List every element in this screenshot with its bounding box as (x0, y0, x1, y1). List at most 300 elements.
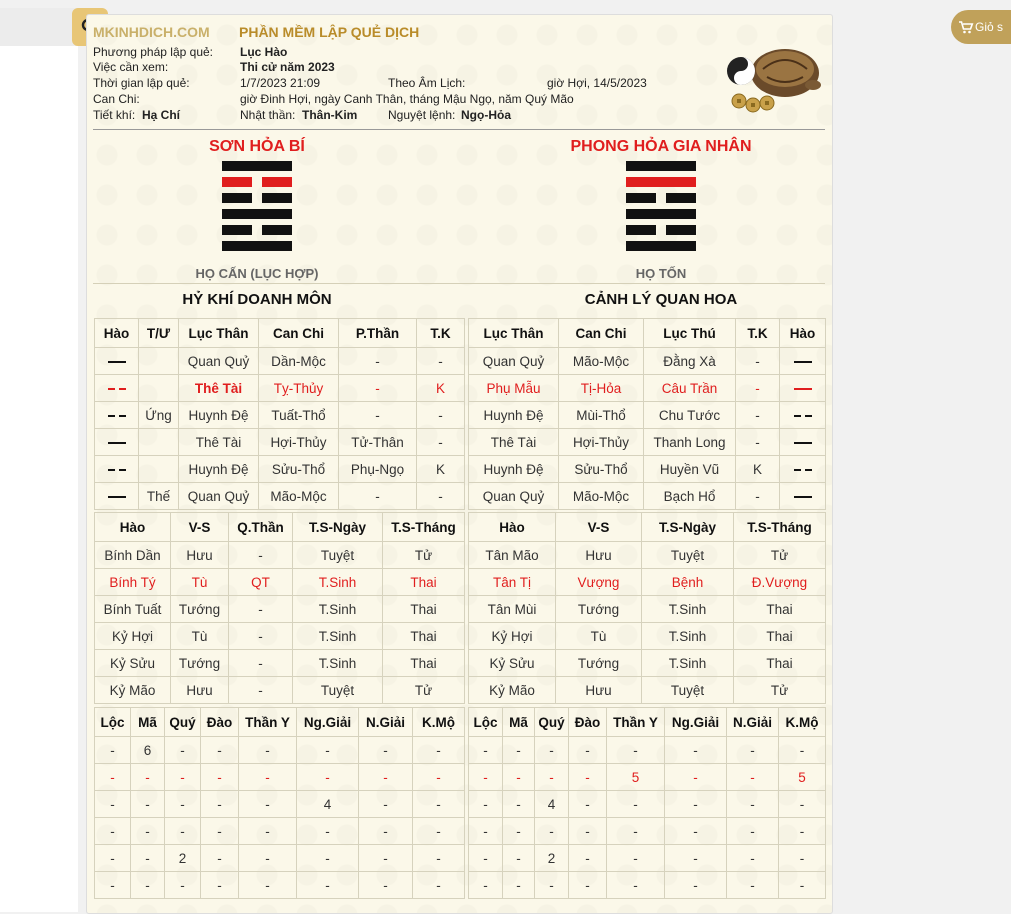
table-cell: Thai (383, 569, 465, 596)
table-cell: - (413, 872, 465, 899)
column-header: Mã (503, 708, 535, 737)
table-cell: Bệnh (642, 569, 734, 596)
table-row (469, 569, 826, 596)
table-cell: - (503, 872, 535, 899)
column-header: T.S-Tháng (734, 513, 826, 542)
table-cell: - (239, 791, 297, 818)
table-cell: Kỷ Mão (95, 677, 171, 704)
table-header-row (95, 319, 465, 348)
hao-line-cell (780, 375, 826, 402)
table-cell: - (569, 872, 607, 899)
table-cell: Mùi-Thổ (559, 402, 644, 429)
table-cell: Vượng (556, 569, 642, 596)
table-cell: - (665, 818, 727, 845)
table-cell: - (201, 791, 239, 818)
table-cell: - (297, 845, 359, 872)
right-status-table (468, 512, 826, 704)
table-cell: - (413, 845, 465, 872)
table-cell: - (607, 791, 665, 818)
left-interpretation-title: HỶ KHÍ DOANH MÔN (182, 291, 332, 308)
yin-line (222, 177, 292, 187)
table-cell: 4 (297, 791, 359, 818)
table-cell: - (165, 764, 201, 791)
table-cell: - (727, 872, 779, 899)
column-header: Lục Thân (469, 319, 559, 348)
table-cell: Bính Tuất (95, 596, 171, 623)
table-cell: Tướng (171, 650, 229, 677)
table-cell: - (131, 818, 165, 845)
right-hexagram-figure (626, 161, 696, 257)
table-cell: Hợi-Thủy (559, 429, 644, 456)
table-row (95, 677, 465, 704)
table-cell: Tuyệt (293, 542, 383, 569)
table-cell: Huynh Đệ (469, 456, 559, 483)
yang-line-icon (794, 496, 812, 499)
column-header: Can Chi (259, 319, 339, 348)
table-cell: - (469, 872, 503, 899)
table-cell: Tuyệt (642, 677, 734, 704)
table-cell: Tù (171, 623, 229, 650)
table-header-row (95, 708, 465, 737)
table-cell: - (339, 348, 417, 375)
table-row (95, 429, 465, 456)
table-cell: - (339, 483, 417, 510)
hexagram-panel (86, 14, 833, 914)
table-cell: T.Sinh (642, 623, 734, 650)
table-cell: - (727, 737, 779, 764)
table-cell: - (95, 764, 131, 791)
table-cell: - (607, 845, 665, 872)
nguyetlenh-value: Ngọ-Hỏa (461, 108, 511, 122)
yang-line (626, 161, 696, 171)
table-cell: - (535, 764, 569, 791)
yang-line-icon (108, 496, 126, 499)
right-stars-table (468, 707, 826, 899)
table-cell: - (417, 348, 465, 375)
table-cell: - (779, 818, 826, 845)
table-cell: Thai (383, 650, 465, 677)
hao-line-cell (95, 375, 139, 402)
table-cell: Tân Tị (469, 569, 556, 596)
yin-line (222, 225, 292, 235)
yang-line (626, 241, 696, 251)
column-header: T.S-Ngày (293, 513, 383, 542)
table-row (469, 791, 826, 818)
table-cell: Thê Tài (179, 375, 259, 402)
table-cell: Kỷ Sửu (469, 650, 556, 677)
table-cell: Ứng (139, 402, 179, 429)
table-cell: - (359, 818, 413, 845)
table-cell: Tân Mão (469, 542, 556, 569)
table-row (469, 348, 826, 375)
table-cell: Tuyệt (293, 677, 383, 704)
column-header: Thần Y (239, 708, 297, 737)
table-cell: - (229, 596, 293, 623)
table-row (469, 542, 826, 569)
tietkhi-label: Tiết khí: (93, 108, 136, 122)
column-header: Hào (780, 319, 826, 348)
table-cell (139, 429, 179, 456)
table-cell: - (503, 845, 535, 872)
yang-line-icon (794, 388, 812, 391)
table-cell: - (95, 845, 131, 872)
column-header: Đào (569, 708, 607, 737)
table-cell: - (359, 737, 413, 764)
table-cell: - (417, 429, 465, 456)
table-cell: Tử-Thân (339, 429, 417, 456)
table-cell: Tử (383, 542, 465, 569)
table-cell: Quan Quỷ (469, 483, 559, 510)
table-cell: - (95, 737, 131, 764)
table-cell: - (413, 737, 465, 764)
yin-line (222, 193, 292, 203)
table-cell: Tị-Hỏa (559, 375, 644, 402)
table-cell: T.Sinh (642, 596, 734, 623)
yang-line-icon (794, 442, 812, 445)
table-cell: - (239, 845, 297, 872)
time-label: Thời gian lập quẻ: (93, 76, 190, 90)
table-cell (139, 348, 179, 375)
canchi-value: giờ Đinh Hợi, ngày Canh Thân, tháng Mậu Ngọ, năm Quý Mão (240, 92, 574, 106)
table-cell: - (503, 764, 535, 791)
table-row (469, 402, 826, 429)
table-cell: K (736, 456, 780, 483)
table-cell: Câu Trần (644, 375, 736, 402)
yin-line (626, 225, 696, 235)
table-row (469, 375, 826, 402)
yin-line-icon (794, 415, 812, 418)
table-cell: - (95, 791, 131, 818)
table-cell: Sửu-Thổ (559, 456, 644, 483)
table-cell: Tỵ-Thủy (259, 375, 339, 402)
table-cell: - (569, 764, 607, 791)
purpose-value: Thi cử năm 2023 (240, 60, 335, 74)
table-cell: - (469, 737, 503, 764)
table-row (469, 737, 826, 764)
table-cell: - (503, 791, 535, 818)
table-cell: - (201, 818, 239, 845)
table-row (469, 623, 826, 650)
table-cell: Tuyệt (642, 542, 734, 569)
column-header: N.Giải (727, 708, 779, 737)
yang-line (222, 161, 292, 171)
table-row (469, 650, 826, 677)
column-header: N.Giải (359, 708, 413, 737)
table-cell: - (165, 872, 201, 899)
table-cell: Đ.Vượng (734, 569, 826, 596)
table-cell: - (736, 429, 780, 456)
table-cell: Tử (734, 677, 826, 704)
method-value: Lục Hào (240, 45, 288, 59)
table-row (469, 456, 826, 483)
table-cell: - (339, 375, 417, 402)
table-cell: - (413, 791, 465, 818)
turtle-yinyang-logo-icon (723, 41, 823, 116)
table-cell: K (417, 456, 465, 483)
table-cell: Tử (734, 542, 826, 569)
column-header: Đào (201, 708, 239, 737)
table-cell: - (297, 872, 359, 899)
table-row (469, 596, 826, 623)
table-cell: - (736, 483, 780, 510)
table-cell: - (779, 791, 826, 818)
table-cell: Hưu (171, 677, 229, 704)
table-cell: 6 (131, 737, 165, 764)
column-header: Lục Thân (179, 319, 259, 348)
table-cell: - (297, 818, 359, 845)
yin-line-icon (108, 415, 126, 418)
table-cell: - (229, 623, 293, 650)
table-cell: - (131, 845, 165, 872)
table-cell: Chu Tước (644, 402, 736, 429)
hao-line-cell (95, 429, 139, 456)
hao-line-cell (95, 483, 139, 510)
table-cell: - (736, 375, 780, 402)
table-cell: Hợi-Thủy (259, 429, 339, 456)
table-cell: - (239, 872, 297, 899)
table-cell: - (359, 791, 413, 818)
table-row (469, 429, 826, 456)
column-header: Q.Thần (229, 513, 293, 542)
table-cell: - (779, 872, 826, 899)
table-cell: Hưu (556, 677, 642, 704)
yin-line-icon (108, 388, 126, 391)
right-hexagram-name: PHONG HỎA GIA NHÂN (570, 138, 752, 155)
hao-line-cell (95, 402, 139, 429)
table-cell: Tướng (171, 596, 229, 623)
hao-line-cell (780, 348, 826, 375)
table-cell: - (165, 737, 201, 764)
table-row (95, 737, 465, 764)
table-row (95, 764, 465, 791)
table-cell: - (229, 542, 293, 569)
table-cell: - (413, 764, 465, 791)
yang-line (222, 241, 292, 251)
table-cell: Thê Tài (469, 429, 559, 456)
table-cell: - (503, 737, 535, 764)
table-cell: - (165, 791, 201, 818)
column-header: V-S (556, 513, 642, 542)
table-cell: Kỷ Hợi (469, 623, 556, 650)
yin-line-icon (108, 469, 126, 472)
table-cell: Thai (734, 596, 826, 623)
table-cell: - (201, 845, 239, 872)
hao-line-cell (95, 456, 139, 483)
table-cell: - (469, 791, 503, 818)
table-cell: Thai (383, 596, 465, 623)
yang-line-icon (108, 442, 126, 445)
left-strip (0, 46, 78, 912)
column-header: Mã (131, 708, 165, 737)
table-row (95, 650, 465, 677)
table-cell: Bính Dần (95, 542, 171, 569)
table-cell: - (239, 818, 297, 845)
table-cell: Huynh Đệ (179, 456, 259, 483)
cart-button[interactable] (951, 10, 1011, 44)
table-cell: - (727, 818, 779, 845)
table-cell: - (779, 737, 826, 764)
table-cell: Thai (383, 623, 465, 650)
table-cell: T.Sinh (293, 596, 383, 623)
table-cell: - (359, 872, 413, 899)
column-header: Thần Y (607, 708, 665, 737)
table-cell: - (239, 764, 297, 791)
table-cell: - (131, 791, 165, 818)
column-header: Can Chi (559, 319, 644, 348)
column-header: Quý (535, 708, 569, 737)
site-brand[interactable]: MKINHDICH.COM (93, 24, 210, 40)
table-row (469, 872, 826, 899)
table-cell: - (727, 845, 779, 872)
hao-line-cell (780, 483, 826, 510)
table-row (469, 764, 826, 791)
hao-line-cell (95, 348, 139, 375)
table-cell: Huynh Đệ (469, 402, 559, 429)
table-cell: - (297, 737, 359, 764)
table-cell: Huynh Đệ (179, 402, 259, 429)
yang-line-icon (794, 361, 812, 364)
table-cell: Kỷ Mão (469, 677, 556, 704)
yang-line-icon (108, 361, 126, 364)
table-cell: - (665, 737, 727, 764)
column-header: K.Mộ (779, 708, 826, 737)
left-status-table (94, 512, 465, 704)
table-cell: T.Sinh (293, 650, 383, 677)
table-cell: - (95, 818, 131, 845)
table-cell: Kỷ Sửu (95, 650, 171, 677)
column-header: P.Thần (339, 319, 417, 348)
table-cell: - (665, 791, 727, 818)
table-cell: - (736, 402, 780, 429)
yin-line (626, 193, 696, 203)
table-row (95, 483, 465, 510)
table-cell: 5 (779, 764, 826, 791)
table-cell: Phụ-Ngọ (339, 456, 417, 483)
table-header-row (469, 319, 826, 348)
table-cell: 2 (165, 845, 201, 872)
table-row (95, 845, 465, 872)
table-header-row (469, 513, 826, 542)
table-cell: - (417, 402, 465, 429)
table-cell: T.Sinh (293, 569, 383, 596)
table-cell: - (131, 872, 165, 899)
table-cell: Quan Quỷ (179, 483, 259, 510)
table-cell: - (535, 818, 569, 845)
table-cell: Đằng Xà (644, 348, 736, 375)
nhatthan-value: Thân-Kim (302, 108, 358, 122)
table-cell: - (727, 791, 779, 818)
table-cell: - (131, 764, 165, 791)
table-cell: - (359, 845, 413, 872)
column-header: T.K (417, 319, 465, 348)
table-cell: Tù (556, 623, 642, 650)
header-divider (93, 129, 825, 130)
table-header-row (95, 513, 465, 542)
column-header: T.S-Tháng (383, 513, 465, 542)
column-header: V-S (171, 513, 229, 542)
table-cell: - (779, 845, 826, 872)
nhatthan-label: Nhật thần: (240, 108, 296, 122)
column-header: T.S-Ngày (642, 513, 734, 542)
right-interpretation-title: CẢNH LÝ QUAN HOA (584, 291, 738, 308)
yang-line (626, 209, 696, 219)
table-cell: Sửu-Thổ (259, 456, 339, 483)
table-row (469, 677, 826, 704)
table-row (95, 456, 465, 483)
column-header: Quý (165, 708, 201, 737)
table-cell: Bính Tý (95, 569, 171, 596)
table-cell: T.Sinh (293, 623, 383, 650)
hao-line-cell (780, 429, 826, 456)
column-header: Lục Thú (644, 319, 736, 348)
table-cell: Tướng (556, 596, 642, 623)
table-cell: - (229, 677, 293, 704)
table-cell (139, 375, 179, 402)
table-cell: - (417, 483, 465, 510)
table-cell: - (727, 764, 779, 791)
table-cell: - (569, 818, 607, 845)
table-cell: - (339, 402, 417, 429)
table-cell: Huyền Vũ (644, 456, 736, 483)
table-row (95, 375, 465, 402)
table-cell: T.Sinh (642, 650, 734, 677)
table-cell: 2 (535, 845, 569, 872)
table-cell: Thanh Long (644, 429, 736, 456)
column-header: Lộc (95, 708, 131, 737)
canchi-label: Can Chi: (93, 92, 140, 106)
table-cell: 5 (607, 764, 665, 791)
table-cell: - (607, 872, 665, 899)
table-cell: - (201, 737, 239, 764)
column-header: Lộc (469, 708, 503, 737)
table-cell: Phụ Mẫu (469, 375, 559, 402)
column-header: Hào (95, 513, 171, 542)
app-title: PHẦN MỀM LẬP QUẺ DỊCH (239, 24, 420, 40)
column-header: K.Mộ (413, 708, 465, 737)
table-cell: Thai (734, 623, 826, 650)
table-cell: - (229, 650, 293, 677)
table-header-row (469, 708, 826, 737)
table-row (95, 542, 465, 569)
table-row (95, 402, 465, 429)
left-stars-table (94, 707, 465, 899)
cart-icon (959, 21, 973, 34)
table-cell: Mão-Mộc (559, 483, 644, 510)
table-cell: - (201, 764, 239, 791)
table-cell: Tù (171, 569, 229, 596)
table-cell: Bạch Hổ (644, 483, 736, 510)
method-label: Phương pháp lập quẻ: (93, 45, 213, 59)
table-cell: Mão-Mộc (559, 348, 644, 375)
table-row (469, 818, 826, 845)
left-hexagram-figure (222, 161, 292, 257)
table-cell: - (607, 737, 665, 764)
yin-line-icon (794, 469, 812, 472)
cart-label: Giỏ s (975, 20, 1004, 34)
table-cell: Quan Quỷ (469, 348, 559, 375)
table-cell: Thê Tài (179, 429, 259, 456)
left-line-table (94, 318, 465, 510)
table-cell: Thế (139, 483, 179, 510)
table-row (95, 791, 465, 818)
table-row (469, 845, 826, 872)
table-cell (139, 456, 179, 483)
yang-line (626, 177, 696, 187)
table-cell: - (469, 764, 503, 791)
purpose-label: Việc cần xem: (93, 60, 169, 74)
table-cell: Dần-Mộc (259, 348, 339, 375)
lunar-label: Theo Âm Lịch: (388, 76, 466, 90)
